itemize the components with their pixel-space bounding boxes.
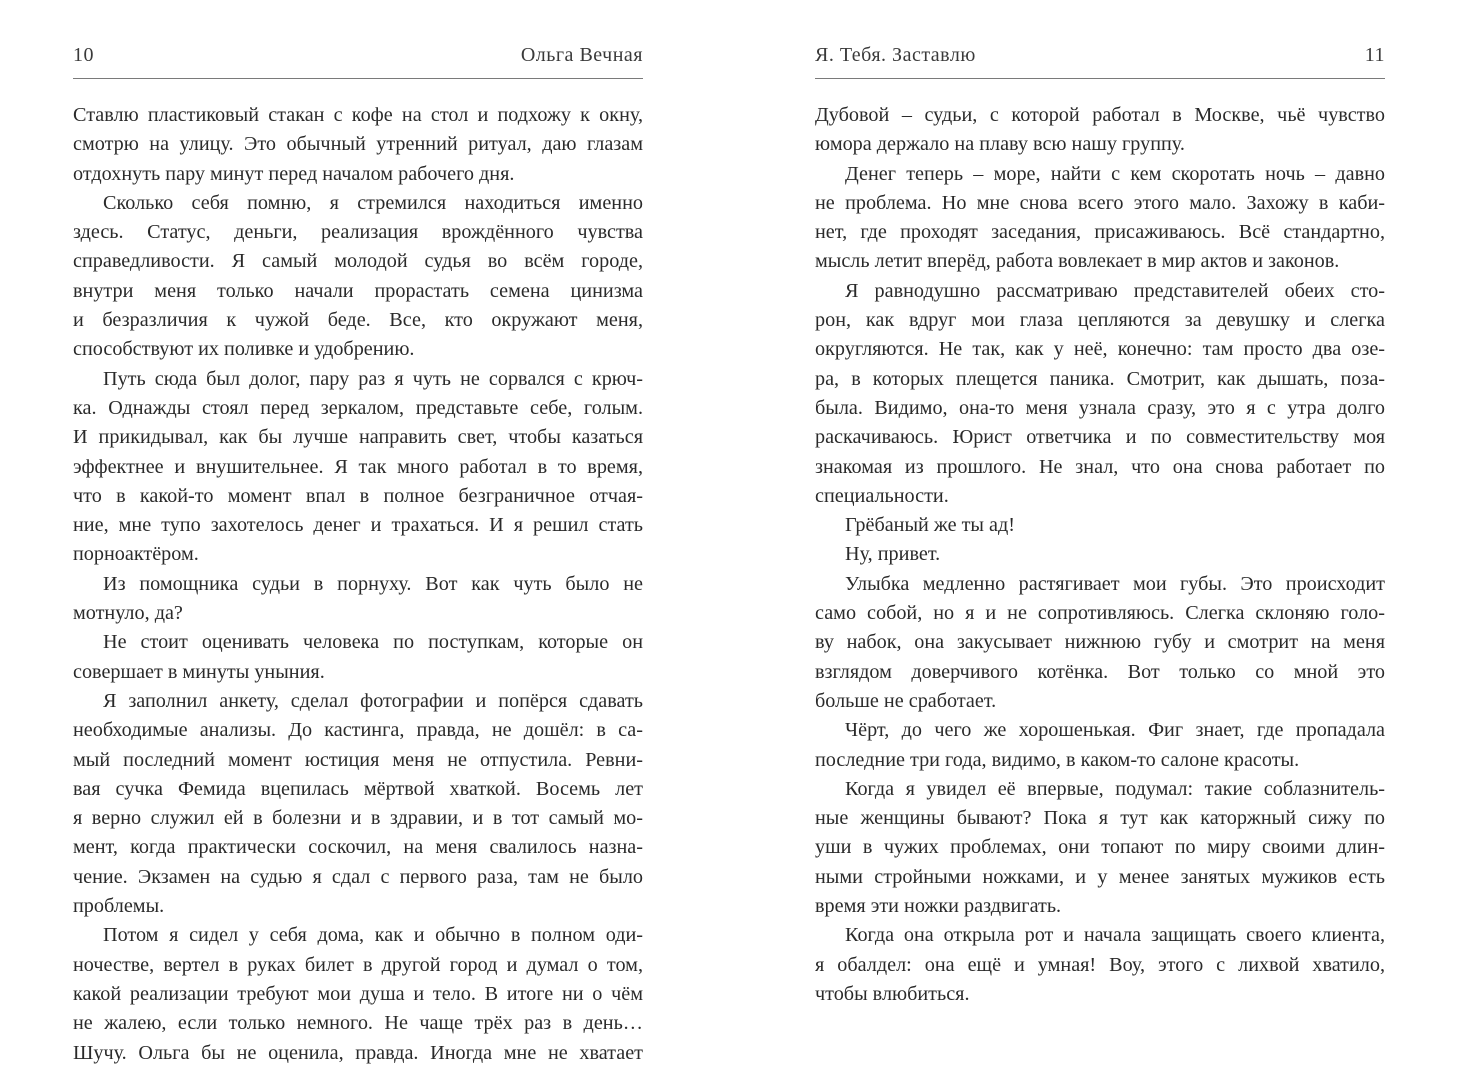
text-line: я верно служил ей в болезни и в здравии, и в тот самый мо- [73, 807, 643, 830]
text-line: Когда она открыла рот и начала защищать своего клиента, [845, 924, 1385, 947]
text-line: мент, когда практически соскочил, на меня свалилось назна- [73, 836, 643, 859]
header-rule [815, 78, 1385, 79]
text-line: Из помощника судьи в порнуху. Вот как чуть было не [103, 572, 643, 595]
text-line: взглядом доверчивого котёнка. Вот только со мной это [815, 660, 1385, 683]
text-line: рон, как вдруг мои глаза цепляются за девушку и слегка [815, 309, 1385, 332]
text-line: какой реализации требуют мои душа и тело. В итоге ни о чём [73, 982, 643, 1005]
text-line: смотрю на улицу. Это обычный утренний ритуал, даю глазам [73, 133, 643, 156]
text-line: вая сучка Фемида вцепилась мёртвой хваткой. Восемь лет [73, 777, 643, 800]
left-page [73, 0, 643, 1080]
text-line: мотнуло, да? [73, 602, 183, 625]
text-line: раскачиваюсь. Юрист ответчика и по совместительству моя [815, 426, 1385, 449]
running-head [815, 44, 1385, 74]
text-line: Когда я увидел её впервые, подумал: такие соблазнитель- [845, 777, 1385, 800]
running-title-author: Ольга Вечная [520, 44, 643, 66]
running-title-book: Я. Тебя. Заставлю [815, 44, 976, 66]
text-line: уши в чужих проблемах, они топают по миру своими длин- [815, 836, 1385, 859]
text-line: округляются. Не так, как у неё, конечно: там просто два озе- [815, 338, 1385, 361]
text-line: Путь сюда был долог, пару раз я чуть не сорвался с крюч- [103, 367, 643, 390]
text-line: Чёрт, до чего же хорошенькая. Фиг знает, где пропадала [845, 719, 1385, 742]
text-line: Улыбка медленно растягивает мои губы. Это происходит [845, 572, 1385, 595]
text-line: проблемы. [73, 895, 165, 918]
body-text [73, 101, 643, 1068]
text-line: Потом я сидел у себя дома, как и обычно в полном оди- [103, 924, 643, 947]
text-line: здесь. Статус, деньги, реализация врождённого чувства [73, 221, 643, 244]
text-line: отдохнуть пару минут перед началом рабочего дня. [73, 162, 515, 185]
text-line: порноактёром. [73, 543, 199, 566]
text-line: не проблема. Но мне снова всего этого мало. Захожу в каби- [815, 191, 1385, 214]
text-line: внутри меня только начали прорастать семена цинизма [73, 279, 643, 302]
text-line: Грёбаный же ты ад! [845, 514, 1015, 537]
page-number: 10 [73, 44, 94, 66]
text-line: ра, в которых плещется паника. Смотрит, как дышать, поза- [815, 367, 1385, 390]
text-line: специальности. [815, 484, 949, 507]
right-page [815, 0, 1385, 1080]
text-line: не жалею, если только немного. Не чаще трёх раз в день… [73, 1012, 643, 1035]
text-line: нет, где проходят заседания, присаживаюсь. Всё стандартно, [815, 221, 1385, 244]
text-line: что в какой-то момент впал в полное безграничное отчая- [73, 484, 643, 507]
text-line: Я равнодушно рассматриваю представителей обеих сто- [845, 279, 1385, 302]
text-line: ночестве, вертел в руках билет в другой город и думал о том, [73, 953, 643, 976]
text-line: Не стоит оценивать человека по поступкам, которые он [103, 631, 643, 654]
text-line: Денег теперь – море, найти с кем скоротать ночь – давно [845, 162, 1385, 185]
text-line: я обалдел: она ещё и умная! Воу, этого с лихвой хватило, [815, 953, 1385, 976]
header-rule [73, 78, 643, 79]
text-line: само собой, но я и не сопротивляюсь. Слегка склоняю голо- [815, 602, 1385, 625]
text-line: ву набок, она закусывает нижнюю губу и смотрит на меня [815, 631, 1385, 654]
page-number: 11 [1364, 44, 1385, 66]
text-line: чтобы влюбиться. [815, 982, 970, 1005]
running-head [73, 44, 643, 74]
text-line: больше не сработает. [815, 689, 997, 712]
text-line: Ну, привет. [845, 543, 941, 566]
text-line: ка. Однажды стоял перед зеркалом, представьте себе, голым. [73, 396, 643, 419]
text-line: Дубовой – судьи, с которой работал в Москве, чьё чувство [815, 104, 1385, 126]
text-line: совершает в минуты уныния. [73, 660, 325, 683]
text-line: мысль летит вперёд, работа вовлекает в мир актов и законов. [815, 250, 1340, 273]
text-line: Ставлю пластиковый стакан с кофе на стол и подхожу к окну, [73, 104, 643, 126]
text-line: была. Видимо, она-то меня узнала сразу, это я с утра долго [815, 396, 1385, 419]
text-line: ными стройными ножками, и у менее занятых мужиков есть [815, 865, 1385, 888]
text-line: и безразличия к чужой беде. Все, кто окружают меня, [73, 309, 643, 332]
text-line: ные женщины бывают? Пока я тут как каторжный сижу по [815, 807, 1385, 830]
text-line: мый последний момент юстиция меня не отпустила. Ревни- [73, 748, 643, 771]
body-text [815, 101, 1385, 1009]
text-line: знакомая из прошлого. Не знал, что она снова работает по [815, 455, 1385, 478]
text-line: Сколько себя помню, я стремился находиться именно [103, 191, 643, 214]
text-line: способствуют их поливке и удобрению. [73, 338, 415, 361]
text-line: ние, мне тупо захотелось денег и трахаться. И я решил стать [73, 514, 643, 537]
text-line: эффектнее и внушительнее. Я так много работал в то время, [73, 455, 643, 478]
text-line: необходимые анализы. До кастинга, правда, не дошёл: в са- [73, 719, 643, 742]
text-line: Шучу. Ольга бы не оценила, правда. Иногда мне не хватает [73, 1041, 643, 1064]
text-line: И прикидывал, как бы лучше направить свет, чтобы казаться [73, 426, 643, 449]
text-line: юмора держало на плаву всю нашу группу. [815, 133, 1185, 156]
text-line: чение. Экзамен на судью я сдал с первого раза, там не было [73, 865, 643, 888]
text-line: справедливости. Я самый молодой судья во всём городе, [73, 250, 643, 273]
text-line: Я заполнил анкету, сделал фотографии и попёрся сдавать [103, 689, 643, 712]
text-line: время эти ножки раздвигать. [815, 895, 1062, 918]
text-line: последние три года, видимо, в каком-то салоне красоты. [815, 748, 1300, 771]
